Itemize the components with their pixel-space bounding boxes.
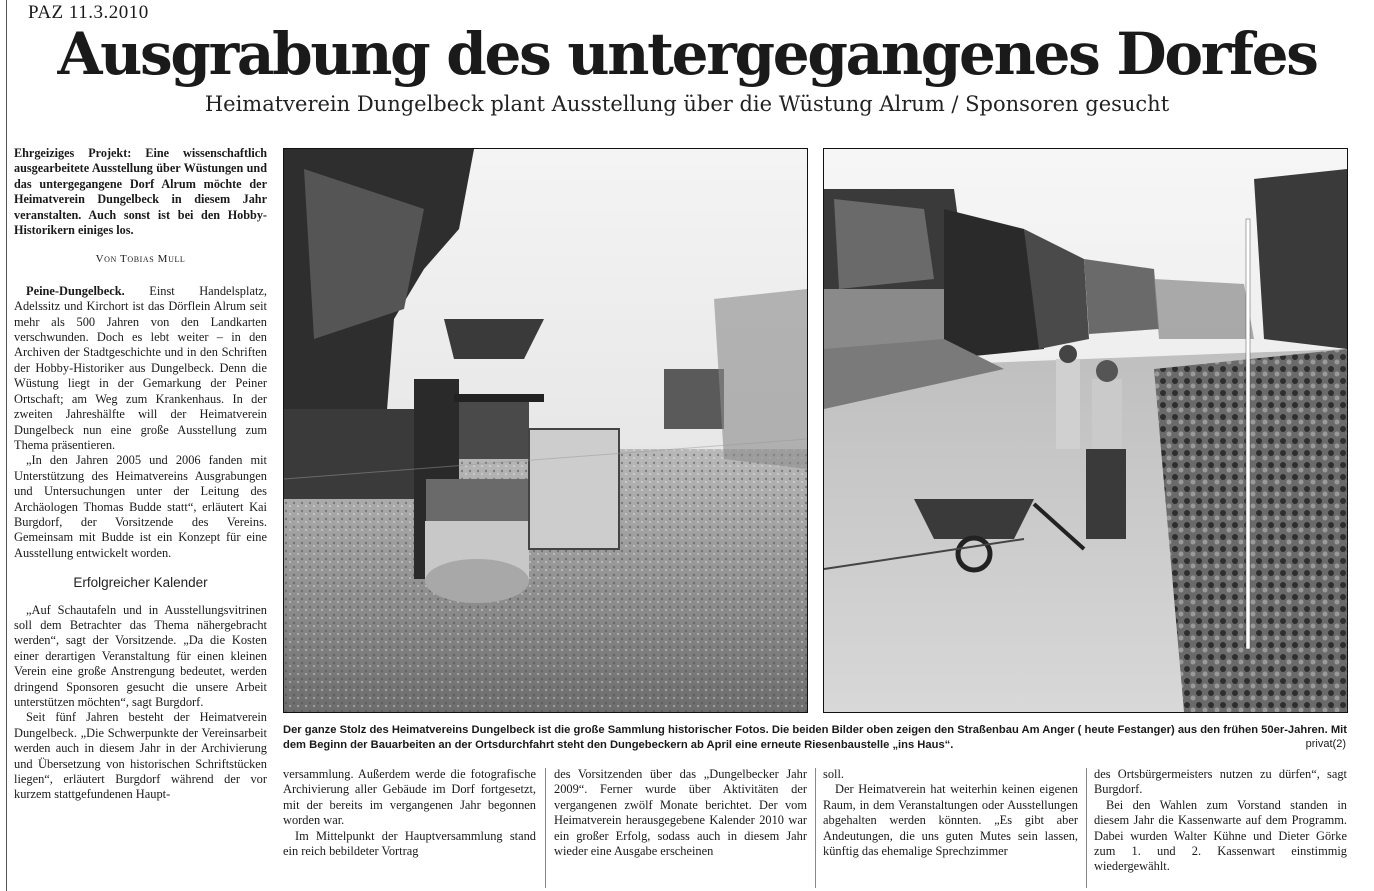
col5-paragraph-b: Bei den Wahlen zum Vorstand standen in diesem Jahr die Kassenwarte auf dem Programm. Dabei wurden Walter Kühne und Dieter Görke zum 1. und 2. Kassenwart einstimmig wiedergewählt. xyxy=(1094,797,1347,874)
body-paragraph-4: Seit fünf Jahren besteht der Heimatverein Dungelbeck. „Die Schwerpunkte der Vereinsarbeit werden auch in diesem Jahr in der Archivierung und Übersetzung von historischen Schriftstücken liegen“, erläutert Burgdorf während der vor kurzem stattgefundenen Haupt- xyxy=(14,710,267,802)
dateline: Peine-Dungelbeck. xyxy=(26,283,125,298)
headline: Ausgrabung des untergegangenes Dorfes xyxy=(57,20,1317,88)
body-paragraph-3: „Auf Schautafeln und in Ausstellungsvitrinen soll dem Betrachter das Thema nähergebracht werden“, sagt der Vorsitzende. „Da die Kosten einer derartigen Veranstaltung für einen kleinen Verein eine große Anstrengung bedeutet, werden dringend Sponsoren gesucht die unsere Arbeit unterstützen möchten“, sagt Burgdorf. xyxy=(14,602,267,709)
article-column-4 xyxy=(823,767,1078,859)
lead-paragraph: Ehrgeiziges Projekt: Eine wissenschaftlich ausgearbeitete Ausstellung über Wüstungen und das untergegangene Dorf Alrum möchte der Heimatverein Dungelbeck in diesem Jahr veranstalten. Auch sonst ist bei den Hobby-Historikern einiges los. xyxy=(14,146,267,238)
photo-credit: privat(2) xyxy=(1305,738,1346,750)
article-column-5 xyxy=(1094,767,1347,875)
body-paragraph-1: Peine-Dungelbeck. Einst Handelsplatz, Adelssitz und Kirchort ist das Dörflein Alrum seit mehr als 500 Jahren von den Landkarten verschwunden. Doch es lebt weiter – in den Archiven der Stadtgeschichte und in den Schriften der Hobby-Historiker aus Dungelbeck. Denn die Wüstung liegt in der Gemarkung der Peiner Ortschaft; am Weg zum Krankenhaus. In der zweiten Jahreshälfte will der Heimatverein Dungelbeck nun eine große Ausstellung zum Thema präsentieren. xyxy=(14,283,267,452)
col2-paragraph-b: Im Mittelpunkt der Hauptversammlung stand ein reich bebildeter Vortrag xyxy=(283,828,536,859)
source-tag: PAZ 11.3.2010 xyxy=(28,2,149,23)
subheadline: Heimatverein Dungelbeck plant Ausstellung über die Wüstung Alrum / Sponsoren gesucht xyxy=(204,92,1170,116)
column-rule xyxy=(815,768,816,888)
page-edge-rule xyxy=(6,0,7,891)
body-paragraph-2: „In den Jahren 2005 und 2006 fanden mit Unterstützung des Heimatvereins Ausgrabungen und Untersuchungen unter der Leitung des Archäologen Thomas Budde statt“, erläutert Kai Burgdorf, der Vorsitzende des Vereins. Gemeinsam mit Budde ist ein Konzept für eine Ausstellung entwickelt worden. xyxy=(14,453,267,560)
col2-paragraph-a: versammlung. Außerdem werde die fotografische Archivierung aller Gebäude im Dorf fortgesetzt, mit der bereits im vergangenen Jahr begonnen worden war. xyxy=(283,767,536,828)
photo-workers-wheelbarrow xyxy=(823,148,1348,713)
photo-caption: Der ganze Stolz des Heimatvereins Dungelbeck ist die große Sammlung historischer Fotos. Die beiden Bilder oben zeigen den Straßenbau Am Anger ( heute Festanger) aus den frühen 50er-Jahren. Mit dem Beginn der Bauarbeiten an der Ortsdurchfahrt steht den Dungebeckern ab April eine erneute Riesenbaustelle „ins Haus“. xyxy=(283,724,1347,751)
col3-paragraph: des Vorsitzenden über das „Dungelbecker Jahr 2009“. Ferner wurde über Aktivitäten der vergangenen zwölf Monate berichtet. Der vom Heimatverein herausgegebene Kalender 2010 war ein großer Erfolg, sodass auch in diesem Jahr wieder eine Ausgabe erscheinen xyxy=(554,767,807,859)
column-rule xyxy=(545,768,546,888)
article-column-3 xyxy=(554,767,807,859)
article-column-left xyxy=(14,146,267,803)
col5-paragraph-a: des Ortsbürgermeisters nutzen zu dürfen“, sagt Burgdorf. xyxy=(1094,767,1347,797)
column-rule xyxy=(1086,768,1087,888)
section-subheading: Erfolgreicher Kalender xyxy=(73,575,208,591)
col4-paragraph-a: soll. xyxy=(823,767,844,781)
col4-paragraph-b: Der Heimatverein hat weiterhin keinen eigenen Raum, in dem Veranstaltungen oder Ausstellungen abgehalten werden könnten. „Es gibt aber Andeutungen, die uns guten Mutes sein lassen, künftig das ehemalige Sprechzimmer xyxy=(823,782,1078,859)
article-column-2 xyxy=(283,767,536,859)
photo-road-roller xyxy=(283,148,808,713)
byline: Von Tobias Mull xyxy=(95,253,186,266)
